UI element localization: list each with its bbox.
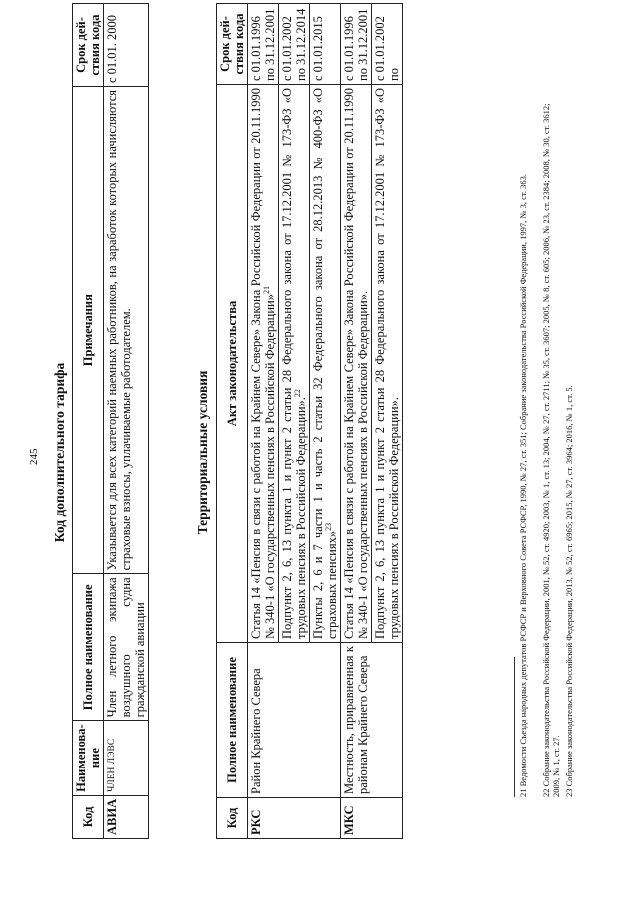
header-term: Срок дей-ствия кода <box>217 4 248 85</box>
cell-term: с 01.01. 2000 <box>104 4 149 87</box>
header-act: Акт законодательства <box>217 85 248 643</box>
cell-act-mks-2: Подпункт 2, 6, 13 пункта 1 и пункт 2 статьи 28 Федерального закона от 17.12.2001 № 173-ФЗ «О трудовых пенсиях в Российской Федерации». <box>372 85 403 643</box>
cell-act-rks-1 <box>248 85 279 643</box>
cell-full-name-mks: Местность, приравненная к районам Крайнего Севера <box>341 643 403 798</box>
page-number: 245 <box>28 448 40 465</box>
footnote-ref: 23 <box>323 522 333 531</box>
footnote-22: 22 Собрание законодательства Российской Федерации, 2001, № 52, ст. 4920; 2003, № 1, ст. 13; 2004, № 27, ст. 2711; № 35, ст. 3607; 2005, № 8, ст. 605; 2006, № 23, ст. 2384; 2008, № 30, ст. 3612; 2009, № 1, ст. 27. <box>541 103 561 797</box>
header-code: Код <box>73 795 104 838</box>
cell-note: Указывается для всех категорий наемных работников, на заработок которых начисляются страховые взносы, уплачиваемые работодателем. <box>104 87 149 574</box>
cell-term-rks-3: с 01.01.2015 <box>310 4 341 85</box>
act-text: Пункты 2, 6 и 7 части 1 и часть 2 статьи 32 Федерального закона от 28.12.2013 № 400-ФЗ «О страховых пенсиях» <box>311 88 339 639</box>
footnote-23: 23 Собрание законодательства Российской Федерации, 2013, № 52, ст. 6965; 2015, № 27, ст. 3964; 2016, № 1, ст. 5. <box>564 385 574 797</box>
cell-name: ЧЛЕН ЛЭВС <box>104 721 149 796</box>
footnote-21: 21 Ведомости Съезда народных депутатов РСФСР и Верховного Совета РСФСР, 1990, № 27, ст. 351; Собрание законодательства Российской Федерации, 1997, № 3, ст. 363. <box>518 173 528 797</box>
table-row <box>104 4 149 839</box>
table-row <box>248 4 279 839</box>
header-name: Наименова-ние <box>73 721 104 796</box>
cell-term-rks-1: с 01.01.1996 по 31.12.2001 <box>248 4 279 85</box>
cell-full-name-rks: Район Крайнего Севера <box>248 643 341 798</box>
cell-term-mks-1: с 01.01.1996 по 31.12.2001 <box>341 4 372 85</box>
table-row <box>341 4 372 839</box>
cell-code-mks: МКС <box>341 798 403 839</box>
footnote-ref: 22 <box>292 389 302 398</box>
header-term: Срок дей-ствия кода <box>73 4 104 87</box>
territorial-conditions-table <box>216 3 403 839</box>
header-full-name: Полное наименование <box>217 643 248 798</box>
act-text: Подпункт 2, 6, 13 пункта 1 и пункт 2 статьи 28 Федерального закона от 17.12.2001 № 173-ФЗ «О трудовых пенсиях в Российской Федерации». <box>280 88 308 639</box>
cell-full-name: Член летного экипажа воздушного судна гражданской авиации <box>104 574 149 721</box>
header-code: Код <box>217 798 248 839</box>
section-title-tariff-code: Код дополнительного тарифа <box>52 362 67 543</box>
cell-act-mks-1: Статья 14 «Пенсия в связи с работой на Крайнем Севере» Закона Российской Федерации от 20.11.1990 № 340-1 «О государственных пенсиях в Российской Федерации». <box>341 85 372 643</box>
tariff-code-table <box>72 3 149 839</box>
footnote-ref: 21 <box>261 286 271 294</box>
cell-code: АВИА <box>104 795 149 838</box>
act-text: Статья 14 «Пенсия в связи с работой на Крайнем Севере» Закона Российской Федерации от 20.11.1990 № 340-1 «О государственных пенсиях в Российской Федерации» <box>249 88 277 639</box>
cell-term-mks-2: с 01.01.2002 по <box>372 4 403 85</box>
section-title-territorial: Территориальные условия <box>195 370 210 535</box>
footnote-divider <box>514 657 515 797</box>
header-full-name: Полное наименование <box>73 574 104 721</box>
cell-code-rks: РКС <box>248 798 341 839</box>
header-notes: Примечания <box>73 87 104 574</box>
cell-act-rks-3 <box>310 85 341 643</box>
cell-term-rks-2: с 01.01.2002 по 31.12.2014 <box>279 4 310 85</box>
cell-act-rks-2 <box>279 85 310 643</box>
